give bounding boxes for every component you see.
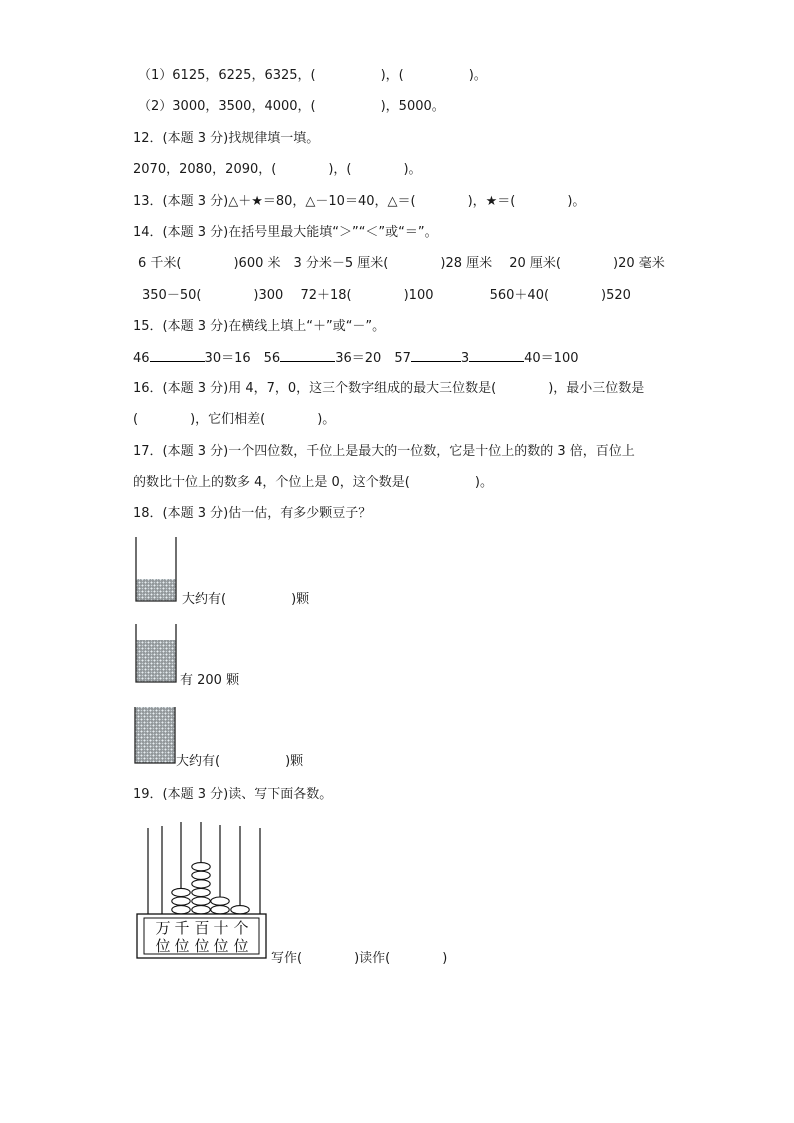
abacus-bead xyxy=(192,880,210,888)
q16-line2: ( )，它们相差( )。 xyxy=(133,412,336,427)
place-label-bottom: 位 xyxy=(174,937,190,955)
q18-jar3-answer: 大约有( )颗 xyxy=(176,754,304,769)
abacus-bead xyxy=(172,906,190,914)
q16-line1: 16．(本题 3 分)用 4，7，0，这三个数字组成的最大三位数是( )，最小三位数是 xyxy=(133,381,645,396)
q18-title: 18．(本题 3 分)估一估，有多少颗豆子？ xyxy=(133,506,372,521)
q15-title: 15．(本题 3 分)在横线上填上“＋”或“－”。 xyxy=(133,319,386,334)
place-label-top: 万 xyxy=(155,919,171,937)
q12-title: 12．(本题 3 分)找规律填一填。 xyxy=(133,131,320,146)
q19-answer: 写作( )读作( ) xyxy=(271,951,448,966)
abacus-bead xyxy=(192,888,210,896)
abacus-bead xyxy=(192,863,210,871)
q13-title: 13．(本题 3 分)△＋★＝80，△－10＝40，△＝( )，★＝( )。 xyxy=(133,194,586,209)
bean-jar-small-icon xyxy=(135,536,177,602)
place-label-bottom: 位 xyxy=(194,937,210,955)
place-label-top: 十 xyxy=(213,919,229,937)
place-label-bottom: 位 xyxy=(155,937,171,955)
abacus-bead xyxy=(192,906,210,914)
answer-blank[interactable] xyxy=(411,349,461,362)
abacus-bead xyxy=(211,906,229,914)
bean-jar-medium-icon xyxy=(135,623,177,683)
q17-line2: 的数比十位上的数多 4，个位上是 0，这个数是( )。 xyxy=(133,475,493,490)
q12-body: 2070，2080，2090，( )，( )。 xyxy=(133,162,422,177)
answer-blank[interactable] xyxy=(469,349,524,362)
q14-title: 14．(本题 3 分)在括号里最大能填“＞”“＜”或“＝”。 xyxy=(133,225,438,240)
q11-sub1: （1）6125，6225，6325，( )，( )。 xyxy=(138,68,487,83)
q15-body: 46 30＝16 56 36＝20 57 3 40＝100 xyxy=(133,351,579,366)
q19-title: 19．(本题 3 分)读、写下面各数。 xyxy=(133,787,333,802)
place-label-top: 百 xyxy=(194,919,210,937)
answer-blank[interactable] xyxy=(150,349,205,362)
q18-jar1-answer: 大约有( )颗 xyxy=(182,592,310,607)
abacus-bead xyxy=(192,897,210,905)
place-label-bottom: 位 xyxy=(233,937,249,955)
bean-jar-full-icon xyxy=(134,706,176,764)
answer-blank[interactable] xyxy=(280,349,335,362)
q17-line1: 17．(本题 3 分)一个四位数，千位上是最大的一位数，它是十位上的数的 3 倍，百位上 xyxy=(133,444,635,459)
abacus-bead xyxy=(211,897,229,905)
abacus-bead xyxy=(192,871,210,879)
abacus-bead xyxy=(172,888,190,896)
place-label-top: 个 xyxy=(233,919,249,937)
q18-jar2-label: 有 200 颗 xyxy=(180,673,240,688)
q14-row2: 350－50( )300 72＋18( )100 560＋40( )520 xyxy=(142,288,631,303)
abacus-bead xyxy=(231,906,249,914)
place-label-bottom: 位 xyxy=(213,937,229,955)
place-label-top: 千 xyxy=(174,919,190,937)
q14-row1: 6 千米( )600 米 3 分米－5 厘米( )28 厘米 20 厘米( )20 毫米 xyxy=(138,256,665,271)
abacus-bead xyxy=(172,897,190,905)
counting-frame-icon xyxy=(134,820,269,962)
q11-sub2: （2）3000，3500，4000，( )，5000。 xyxy=(138,99,445,114)
